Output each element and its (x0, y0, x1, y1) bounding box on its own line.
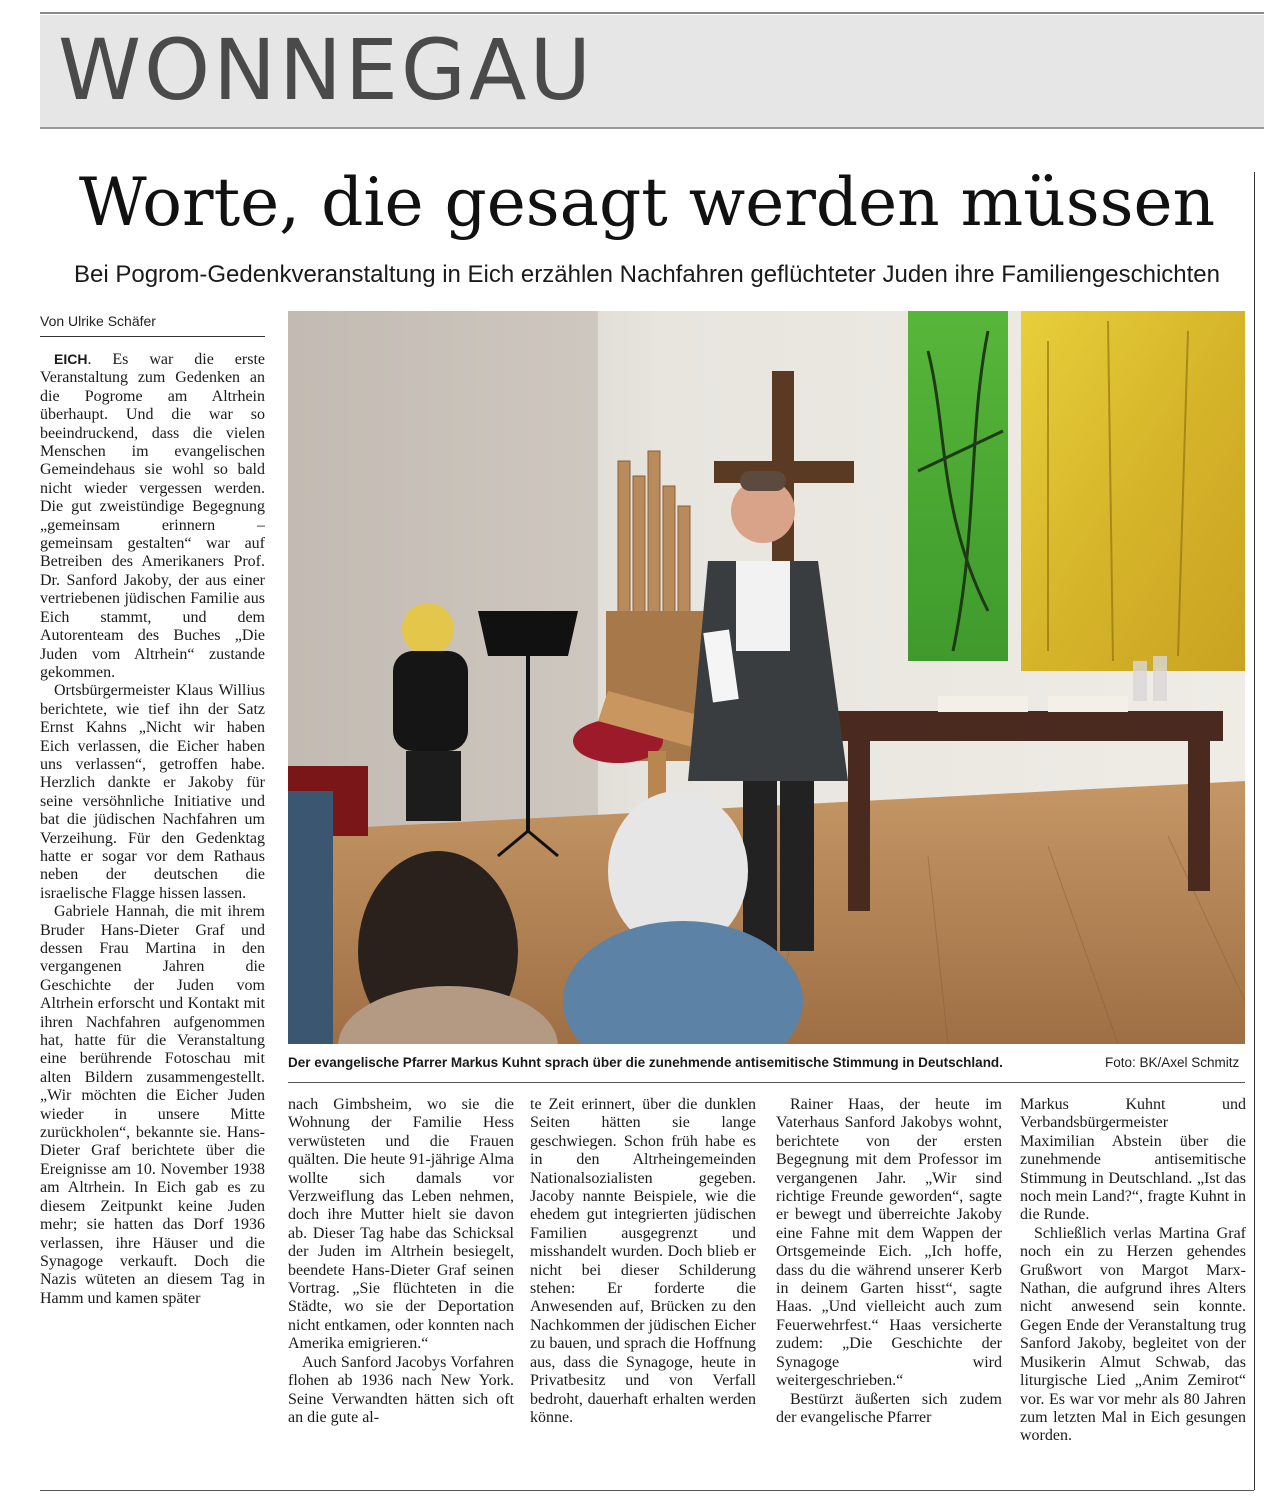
paragraph: Markus Kuhnt und Verbandsbürgermeister Maximilian Abstein über die zunehmende antisemitische Stimmung in Deutschland. „Ist das noch mein Land?“, fragte Kuhnt in die Runde. (1020, 1096, 1246, 1224)
paragraph: Bestürzt äußerten sich zudem der evangelische Pfarrer (776, 1390, 1002, 1426)
byline-rule (40, 336, 265, 337)
paragraph: Rainer Haas, der heute im Vaterhaus Sanford Jakobys wohnt, berichtete von der ersten Begegnung mit dem Professor im vergangenen Jahr. „Wir sind richtige Freunde geworden“, sagte er bewegt und überreichte Jakoby eine Fahne mit dem Wappen der Ortsgemeinde Eich. „Ich hoffe, dass du die während unserer Kerb in deinem Garten hisst“, sagte Haas. „Und vielleicht auch zum Feuerwehrfest.“ Haas versicherte zudem: „Die Geschichte der Synagoge wird weitergeschrieben.“ (776, 1096, 1002, 1390)
dateline: EICH (54, 351, 88, 367)
paragraph: Gabriele Hannah, die mit ihrem Bruder Hans-Dieter Graf und dessen Frau Martina in den vergangenen Jahren die Geschichte der Juden vom Altrhein erforscht und Kontakt mit ihren Nachfahren aufgenommen hat, hatte für die Veranstaltung eine berührende Fotoschau mit alten Bildern zusammengestellt. „Wir möchten die Eicher Juden wieder in unsere Mitte zurückholen“, bekannte sie. Hans-Dieter Graf berichtete über die Ereignisse am 10. November 1938 am Altrhein. In Eich gab es zu diesem Zeitpunkt keine Juden mehr; sie hatten das Dorf 1936 verlassen, ihre Häuser und die Synagoge verkauft. Doch die Nazis wüteten an diesem Tag in Hamm und kamen später (40, 903, 265, 1307)
article-column-3 (530, 1096, 756, 1490)
article-photo (288, 311, 1245, 1044)
section-header-rule (40, 127, 1264, 129)
paragraph: nach Gimbsheim, wo sie die Wohnung der Familie Hess verwüsteten und die Frauen quälten. Die heute 91-jährige Alma wollte sich damals vor Verzweiflung das Leben nehmen, doch ihre Mutter hielt sie davon ab. Dieser Tag habe das Schicksal der Juden im Altrhein besiegelt, beendete Hans-Dieter Graf seinen Vortrag. „Sie flüchteten in die Städte, wo sie der Deportation nicht entkamen, oder konnten nach Amerika emigrieren.“ (288, 1096, 514, 1353)
section-title: WONNEGAU (58, 21, 594, 119)
article-column-2 (288, 1096, 514, 1490)
column-rule-right (1254, 172, 1255, 1490)
headline: Worte, die gesagt werden müssen (78, 164, 1216, 241)
photo-caption: Der evangelische Pfarrer Markus Kuhnt sprach über die zunehmende antisemitische Stimmung in Deutschland. (288, 1055, 1003, 1070)
paragraph: te Zeit erinnert, über die dunklen Seiten hätten sie lange geschwiegen. Schon früh habe es in den Altrheingemeinden Nationalsozialisten gegeben. Jacoby nannte Beispiele, wie die ehedem gut integrierten jüdischen Familien ausgegrenzt und misshandelt wurden. Doch blieb er nicht bei dieser Schilderung stehen: Er forderte die Anwesenden auf, Brücken zu den Nachkommen der jüdischen Eicher zu bauen, und sprach die Hoffnung aus, dass die Synagoge, heute in Privatbesitz und von Verfall bedroht, dauerhaft erhalten werden könne. (530, 1096, 756, 1426)
article-column-5 (1020, 1096, 1246, 1490)
paragraph: Ortsbürgermeister Klaus Willius berichtete, wie tief ihn der Satz Ernst Kahns „Nicht wir haben Eich verlassen, die Eicher haben uns verlassen“, getroffen habe. Herzlich dankte er Jakoby für seine versöhnliche Initiative und bat die jüdischen Nachfahren um Verzeihung. Für den Gedenktag hatte er sogar vor dem Rathaus neben der deutschen die israelische Flagge hissen lassen. (40, 682, 265, 902)
top-rule (40, 12, 1264, 14)
paragraph: Auch Sanford Jacobys Vorfahren flohen ab 1936 nach New York. Seine Verwandten hätten sich oft an die gute al- (288, 1353, 514, 1426)
subheadline: Bei Pogrom-Gedenkveranstaltung in Eich erzählen Nachfahren geflüchteter Juden ihre Familiengeschichten (74, 261, 1220, 288)
byline: Von Ulrike Schäfer (40, 313, 156, 329)
article-column-1 (40, 350, 265, 1490)
paragraph (40, 350, 265, 682)
paragraph: Schließlich verlas Martina Graf noch ein zu Herzen gehendes Grußwort von Margot Marx-Nathan, die aufgrund ihres Alters nicht anwesend sein konnte. Gegen Ende der Veranstaltung trug Sanford Jakoby, begleitet von der Musikerin Almut Schwab, das liturgische Lied „Anim Zemirot“ vor. Es war vor mehr als 80 Jahren zum letzten Mal in Eich gesungen worden. (1020, 1224, 1246, 1445)
photo-illustration (288, 311, 1245, 1044)
photo-credit: Foto: BK/Axel Schmitz (1105, 1055, 1240, 1070)
caption-rule (288, 1082, 1245, 1083)
paragraph-text: . Es war die erste Veranstaltung zum Gedenken an die Pogrome am Altrhein überhaupt. Und die war so beeindruckend, dass die vielen Menschen im evangelischen Gemeindehaus sie wohl so bald nicht wieder vergessen werden. Die gut zweistündige Begegnung „gemeinsam erinnern – gemeinsam gestalten“ war auf Betreiben des Amerikaners Prof. Dr. Sanford Jakoby, der aus einer vertriebenen jüdischen Familie aus Eich stammt, und dem Autorenteam des Buches „Die Juden vom Altrhein“ zustande gekommen. (40, 351, 265, 681)
bottom-rule (40, 1490, 1254, 1491)
article-column-4 (776, 1096, 1002, 1490)
